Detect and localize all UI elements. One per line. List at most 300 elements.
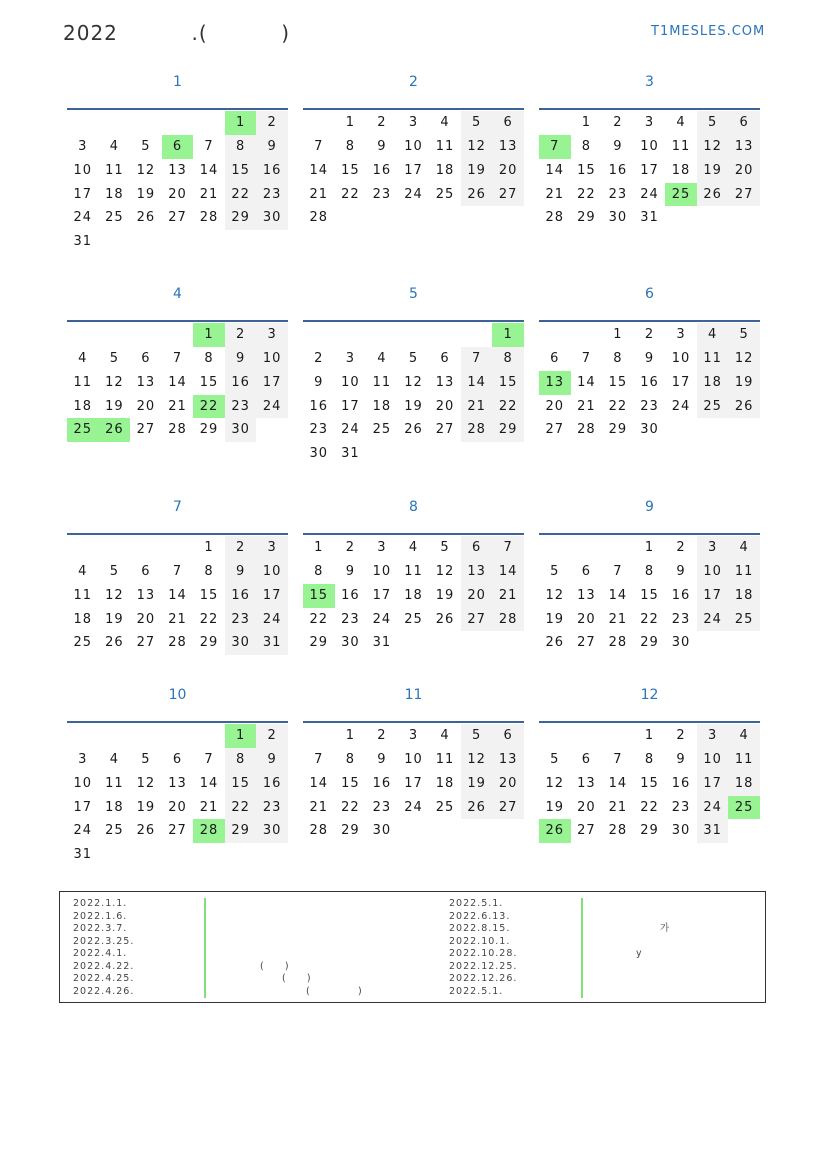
day-cell: 12 [105,374,124,390]
day-cell: 28 [608,823,628,839]
day-grid [539,724,760,843]
day-cell: 13 [539,371,571,395]
empty-day-cell [99,536,131,560]
empty-day-cell [67,536,99,560]
empty-day-cell [571,323,603,347]
day-cell: 13 [136,374,156,390]
legend-note [260,898,362,911]
day-cell: 14 [492,560,524,584]
day-cell: 29 [225,819,257,843]
day-cell: 30 [256,206,288,230]
day-cell: 16 [341,587,360,603]
month-block-9 [539,499,760,655]
day-cell: 10 [341,374,360,390]
month-block-8 [303,499,524,655]
legend-note: ( ) [282,973,311,984]
legend-divider-left [204,898,206,998]
month-block-4 [67,286,288,442]
day-cell: 1 [644,728,655,743]
day-cell: 20 [577,611,596,627]
day-cell: 26 [136,210,156,226]
day-cell: 13 [577,587,596,603]
day-cell: 2 [377,115,387,130]
legend-date: 2022.8.15. [449,923,511,934]
day-cell: 9 [256,748,288,772]
day-cell: 4 [109,138,119,154]
day-cell: 23 [640,398,659,414]
legend-right-dates [449,898,517,998]
day-cell: 17 [404,162,423,178]
day-cell: 13 [492,135,524,159]
day-cell: 17 [697,772,729,796]
day-cell: 11 [728,748,760,772]
day-cell: 1 [581,115,591,130]
day-cell: 21 [309,799,329,815]
day-cell: 4 [697,323,729,347]
day-cell: 16 [372,162,392,178]
day-cell: 30 [341,635,360,651]
day-cell: 3 [676,327,686,342]
legend-date: 2022.1.6. [73,910,128,922]
day-cell: 7 [539,135,571,159]
day-cell: 11 [73,587,93,603]
legend-note: ( ) [306,985,362,997]
day-cell: 2 [676,540,686,555]
day-cell: 31 [697,819,729,843]
month-title: 7 [173,499,182,515]
day-cell: 16 [671,775,691,791]
empty-day-cell [539,724,571,748]
day-cell: 28 [461,418,493,442]
month-title: 3 [645,74,654,90]
empty-day-cell [571,536,603,560]
legend-note: ( ) [260,960,289,972]
day-cell: 1 [314,540,324,555]
empty-day-cell [99,724,131,748]
empty-day-cell [461,323,493,347]
day-cell: 12 [728,347,760,371]
day-cell: 22 [309,611,329,627]
day-cell: 5 [728,323,760,347]
legend-note [260,923,362,936]
day-cell: 22 [577,186,596,202]
day-cell: 24 [372,611,392,627]
day-cell: 29 [492,418,524,442]
day-cell: 7 [461,347,493,371]
month-divider [67,320,288,322]
day-cell: 24 [341,422,360,438]
day-cell: 19 [545,611,565,627]
day-cell: 29 [640,823,659,839]
day-cell: 17 [671,374,691,390]
day-cell: 20 [435,398,455,414]
day-cell: 5 [109,563,119,579]
day-cell: 18 [435,162,455,178]
day-cell: 18 [671,162,691,178]
empty-day-cell [193,111,225,135]
day-cell: 26 [404,422,423,438]
day-cell: 9 [644,350,655,366]
day-cell: 28 [492,608,524,632]
day-cell: 19 [435,587,455,603]
day-cell: 26 [545,635,565,651]
day-cell: 1 [345,115,355,130]
day-cell: 29 [640,635,659,651]
month-block-12 [539,687,760,843]
day-cell: 14 [577,374,596,390]
day-cell: 10 [404,751,423,767]
day-cell: 14 [461,371,493,395]
day-cell: 13 [728,135,760,159]
day-cell: 4 [78,350,88,366]
month-title: 6 [645,286,654,302]
day-cell: 7 [492,536,524,560]
legend-date: 2022.4.26. [73,985,135,997]
day-cell: 9 [377,138,387,154]
day-cell: 25 [73,635,93,651]
day-cell: 6 [162,135,194,159]
day-cell: 5 [141,751,151,767]
day-cell: 21 [168,398,187,414]
day-cell: 21 [461,395,493,419]
day-cell: 22 [225,796,257,820]
day-cell: 2 [314,350,324,366]
day-cell: 13 [461,560,493,584]
day-cell: 16 [256,159,288,183]
day-cell: 3 [78,751,88,767]
day-cell: 7 [172,350,183,366]
month-title: 8 [409,499,418,515]
day-cell: 8 [225,135,257,159]
day-cell: 17 [697,584,729,608]
day-cell: 12 [404,374,423,390]
day-cell: 19 [105,398,124,414]
legend-note [636,898,669,911]
day-cell: 7 [314,138,324,154]
day-cell: 11 [105,775,124,791]
day-cell: 2 [256,724,288,748]
empty-day-cell [67,323,99,347]
legend-note: 가 [660,923,670,934]
empty-day-cell [162,536,194,560]
day-cell: 10 [697,748,729,772]
day-cell: 13 [136,587,156,603]
day-cell: 11 [105,162,124,178]
day-cell: 30 [309,446,329,462]
month-block-10 [67,687,288,867]
day-cell: 2 [613,115,623,130]
day-cell: 23 [372,186,392,202]
day-cell: 3 [256,536,288,560]
legend-note [260,936,362,949]
day-cell: 8 [314,563,324,579]
day-cell: 12 [461,748,493,772]
day-cell: 12 [461,135,493,159]
day-cell: 21 [545,186,565,202]
day-cell: 12 [136,162,156,178]
day-cell: 20 [577,799,596,815]
day-cell: 7 [204,751,214,767]
day-cell: 1 [613,327,623,342]
day-cell: 10 [404,138,423,154]
day-cell: 14 [199,162,219,178]
day-cell: 8 [644,751,655,767]
month-divider [67,721,288,723]
empty-day-cell [99,323,131,347]
day-cell: 11 [671,138,691,154]
day-cell: 14 [545,162,565,178]
day-cell: 30 [372,823,392,839]
day-cell: 23 [256,183,288,207]
day-cell: 16 [608,162,628,178]
month-block-1 [67,74,288,254]
legend-date: 2022.10.28. [449,948,518,959]
day-cell: 23 [671,611,691,627]
day-cell: 23 [372,799,392,815]
day-cell: 4 [440,115,450,130]
month-divider [539,533,760,535]
day-cell: 21 [309,186,329,202]
day-cell: 15 [225,772,257,796]
day-cell: 18 [404,587,423,603]
empty-day-cell [539,111,571,135]
day-cell: 8 [204,563,214,579]
empty-day-cell [571,724,603,748]
day-cell: 22 [608,398,628,414]
day-cell: 4 [728,724,760,748]
legend-left-dates [73,898,134,998]
day-cell: 25 [67,418,99,442]
day-cell: 9 [613,138,623,154]
day-cell: 11 [435,138,455,154]
day-cell: 30 [671,823,691,839]
day-cell: 10 [640,138,659,154]
day-cell: 3 [644,115,655,130]
day-cell: 3 [377,540,387,555]
day-cell: 20 [492,772,524,796]
empty-day-cell [429,323,461,347]
day-cell: 4 [377,350,387,366]
day-cell: 11 [73,374,93,390]
day-cell: 6 [440,350,450,366]
day-cell: 26 [136,823,156,839]
day-cell: 16 [372,775,392,791]
day-cell: 29 [199,422,219,438]
day-cell: 10 [671,350,691,366]
day-cell: 1 [225,111,257,135]
day-cell: 3 [408,115,419,130]
day-cell: 24 [73,823,93,839]
day-cell: 18 [105,799,124,815]
day-cell: 27 [492,183,524,207]
day-cell: 24 [404,799,423,815]
day-grid [67,111,288,254]
month-divider [539,108,760,110]
month-block-6 [539,286,760,442]
empty-day-cell [130,111,162,135]
day-cell: 8 [492,347,524,371]
legend-date: 2022.1.1. [73,898,128,909]
day-cell: 25 [435,186,455,202]
day-cell: 20 [168,799,187,815]
legend-note [636,911,669,924]
day-cell: 3 [78,138,88,154]
day-cell: 15 [303,584,335,608]
day-cell: 12 [136,775,156,791]
day-cell: 27 [435,422,455,438]
day-cell: 28 [168,635,187,651]
day-cell: 16 [671,587,691,603]
day-cell: 22 [640,611,659,627]
day-cell: 31 [73,234,93,250]
month-divider [67,108,288,110]
day-cell: 22 [640,799,659,815]
day-cell: 18 [372,398,392,414]
month-title: 11 [404,687,423,703]
day-cell: 4 [676,115,686,130]
day-cell: 29 [577,210,596,226]
empty-day-cell [193,724,225,748]
day-cell: 23 [225,395,257,419]
day-cell: 9 [345,563,355,579]
day-grid [67,724,288,867]
day-cell: 15 [608,374,628,390]
day-cell: 28 [309,823,329,839]
day-cell: 23 [608,186,628,202]
day-cell: 18 [73,398,93,414]
day-cell: 18 [435,775,455,791]
day-cell: 17 [256,371,288,395]
day-cell: 5 [550,563,560,579]
day-cell: 25 [697,395,729,419]
day-cell: 27 [136,635,156,651]
day-cell: 13 [492,748,524,772]
day-cell: 17 [404,775,423,791]
legend-date: 2022.10.1. [449,935,511,947]
empty-day-cell [602,536,634,560]
day-cell: 29 [341,823,360,839]
day-cell: 30 [671,635,691,651]
day-cell: 26 [728,395,760,419]
day-cell: 3 [697,536,729,560]
empty-day-cell [130,536,162,560]
day-cell: 26 [461,796,493,820]
day-cell: 30 [256,819,288,843]
day-cell: 15 [577,162,596,178]
day-cell: 19 [728,371,760,395]
month-divider [539,721,760,723]
day-cell: 27 [728,183,760,207]
day-grid [67,536,288,655]
day-cell: 4 [109,751,119,767]
day-cell: 28 [168,422,187,438]
day-cell: 5 [461,724,493,748]
legend-note [260,911,362,924]
day-cell: 2 [345,540,355,555]
day-cell: 11 [372,374,392,390]
day-cell: 21 [199,799,219,815]
day-cell: 21 [492,584,524,608]
day-cell: 29 [608,422,628,438]
day-cell: 6 [492,724,524,748]
day-cell: 24 [73,210,93,226]
legend-date: 2022.4.25. [73,973,135,984]
day-cell: 5 [440,540,450,555]
day-cell: 26 [105,635,124,651]
day-cell: 13 [168,775,187,791]
day-cell: 22 [225,183,257,207]
empty-day-cell [335,323,367,347]
legend-date: 2022.5.1. [449,898,504,909]
day-cell: 7 [613,751,623,767]
day-cell: 9 [314,374,324,390]
day-cell: 27 [136,422,156,438]
empty-day-cell [303,323,335,347]
day-cell: 2 [377,728,387,743]
day-cell: 10 [256,347,288,371]
day-cell: 24 [256,608,288,632]
site-link[interactable]: T1MESLES.COM [651,24,766,39]
day-cell: 23 [256,796,288,820]
day-cell: 7 [613,563,623,579]
day-cell: 28 [545,210,565,226]
day-cell: 7 [172,563,183,579]
legend-date: 2022.6.13. [449,910,511,922]
day-cell: 2 [256,111,288,135]
day-cell: 27 [545,422,565,438]
day-cell: 1 [345,728,355,743]
day-cell: 5 [408,350,419,366]
day-cell: 9 [256,135,288,159]
day-cell: 17 [73,186,93,202]
day-cell: 10 [697,560,729,584]
month-block-2 [303,74,524,230]
day-cell: 1 [204,540,214,555]
day-cell: 21 [199,186,219,202]
day-cell: 23 [671,799,691,815]
day-cell: 26 [697,183,729,207]
day-cell: 24 [697,608,729,632]
day-cell: 18 [728,772,760,796]
day-cell: 27 [168,823,187,839]
day-cell: 27 [168,210,187,226]
day-cell: 16 [309,398,329,414]
month-divider [303,108,524,110]
page-title: 2022 .( ) [63,21,291,45]
day-cell: 3 [697,724,729,748]
day-cell: 19 [136,799,156,815]
day-cell: 25 [372,422,392,438]
month-title: 1 [173,74,182,90]
day-cell: 9 [676,751,686,767]
day-cell: 12 [697,135,729,159]
legend-date: 2022.4.22. [73,960,135,972]
day-cell: 21 [608,611,628,627]
month-block-5 [303,286,524,466]
day-cell: 8 [204,350,214,366]
day-cell: 24 [404,186,423,202]
day-cell: 9 [225,560,257,584]
day-grid [539,111,760,230]
empty-day-cell [303,724,335,748]
month-block-7 [67,499,288,655]
day-cell: 19 [105,611,124,627]
day-cell: 8 [613,350,623,366]
month-divider [67,533,288,535]
day-cell: 17 [256,584,288,608]
day-cell: 13 [577,775,596,791]
day-cell: 20 [545,398,565,414]
